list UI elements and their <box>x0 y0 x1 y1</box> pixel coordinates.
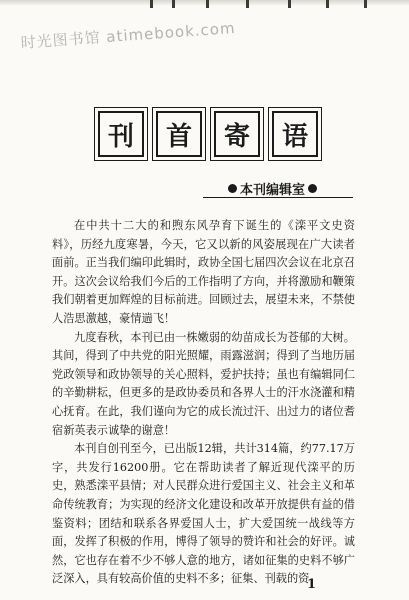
article-body <box>52 217 355 589</box>
paragraph: 在中共十二大的和煦东风孕育下诞生的《滦平文史资料》，历经九度寒暑，今天，它又以新的风姿展现在广大读者面前。正当我们编印此辑时，政协全国七届四次会议在北京召开。这次会议给我们今后的工作指明了方向，并将激励和鞭策我们朝着更加辉煌的目标前进。回顾过去，展望未来，不禁使人浩思激越，豪情遄飞！ <box>52 219 355 325</box>
bullet-icon <box>308 184 317 193</box>
paragraph: 本刊自创刊至今，已出版12辑，共计314篇，约77.17万字，共发行16200册。它在帮助读者了解近现代滦平的历史，熟悉滦平县情；对人民群众进行爱国主义、社会主义和革命传统教育；为实现的经济文化建设和改革开放提供有益的借鉴资料；团结和联系各界爱国人士，扩大爱国统一战线等方面，发挥了积极的作用，博得了领导的赞许和社会的好评。诚然，它也存在着不少不够人意的地方，诸如征集的史料不够广泛深入，具有较高价值的史料不多；征集、刊载的资 <box>52 442 355 586</box>
title-char-box: 首 <box>156 111 202 157</box>
byline <box>225 180 343 196</box>
page-number: 1 <box>307 577 317 592</box>
title-char-box: 语 <box>272 111 318 157</box>
page-title <box>98 105 318 161</box>
scan-top-marks <box>150 0 370 8</box>
title-char-box: 寄 <box>214 111 260 157</box>
title-char-box: 刊 <box>98 111 144 157</box>
byline-text: 本刊编辑室 <box>240 182 306 198</box>
byline-underline <box>203 197 353 198</box>
bullet-icon <box>228 184 237 193</box>
paragraph: 九度春秋，本刊已由一株嫩弱的幼苗成长为苍郁的大树。其间，得到了中共党的阳光照耀，雨露滋润；得到了当地历届党政领导和政协领导的关心照料，爱护扶持；虽也有编辑同仁的辛勤耕耘，但更多的是政协委员和各界人士的汗水浇灌和精心抚育。在此，我们谨向为它的成长流过汗、出过力的诸位耆宿新英表示诚挚的谢意！ <box>52 330 355 437</box>
watermark: 时光图书馆 atimebook.com <box>20 18 237 52</box>
